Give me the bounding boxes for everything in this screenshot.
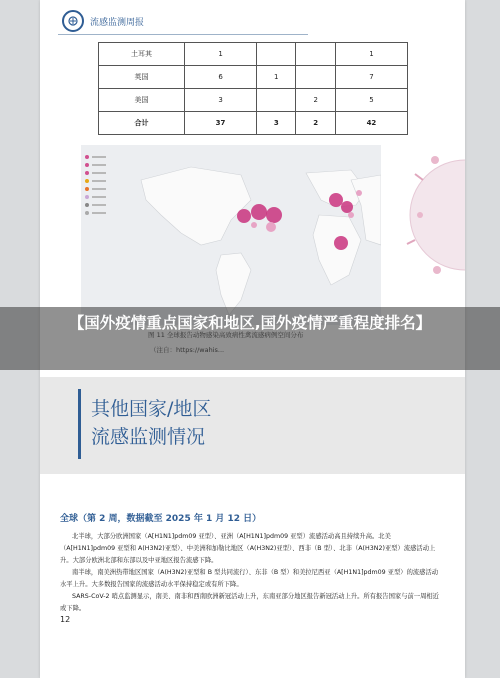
legend-dot-icon bbox=[85, 211, 89, 215]
table-cell: 2 bbox=[296, 112, 335, 135]
section-banner bbox=[40, 377, 465, 474]
overlay-title: 【国外疫情重点国家和地区,国外疫情严重程度排名】 bbox=[68, 314, 432, 332]
paragraph: SARS-CoV-2 哨点监测显示，南美、南非和西南欧洲新冠活动上升，东南亚部分地区报告新冠活动上升。所有报告国家与前一周相近或下降。 bbox=[60, 593, 439, 612]
table-cell: 6 bbox=[185, 66, 257, 89]
outbreak-bubble bbox=[251, 204, 267, 220]
table-row bbox=[99, 89, 408, 112]
world-map-figure bbox=[81, 145, 381, 325]
legend-dot-icon bbox=[85, 187, 89, 191]
outbreak-bubble bbox=[348, 212, 354, 218]
legend-item bbox=[85, 185, 109, 193]
legend-item bbox=[85, 169, 109, 177]
outbreak-bubble bbox=[341, 201, 353, 213]
table-cell: 7 bbox=[335, 66, 407, 89]
table-row bbox=[99, 66, 408, 89]
legend-item bbox=[85, 201, 109, 209]
section-title bbox=[91, 395, 211, 451]
outbreak-bubble bbox=[251, 222, 257, 228]
section-title-line2: 流感监测情况 bbox=[91, 426, 206, 448]
legend-item bbox=[85, 153, 109, 161]
header-divider bbox=[58, 34, 308, 35]
legend-dot-icon bbox=[85, 171, 89, 175]
section-rule bbox=[78, 389, 81, 459]
table-cell bbox=[257, 89, 296, 112]
outbreak-bubble bbox=[266, 222, 276, 232]
legend-dot-icon bbox=[85, 203, 89, 207]
page-number: 12 bbox=[60, 615, 71, 624]
outbreak-bubble bbox=[334, 236, 348, 250]
legend-item bbox=[85, 177, 109, 185]
page-header bbox=[40, 0, 465, 40]
legend-bar bbox=[92, 164, 106, 166]
legend-bar bbox=[92, 204, 106, 206]
table-cell: 2 bbox=[296, 89, 335, 112]
table-cell: 37 bbox=[185, 112, 257, 135]
content-subhead: 全球（第 2 周，数据截至 2025 年 1 月 12 日） bbox=[60, 514, 262, 524]
table-cell bbox=[257, 43, 296, 66]
legend-bar bbox=[92, 156, 106, 158]
paragraph: 南半球，南美洲热带地区国家（A(H3N2)亚型和 B 型共同流行）、东非（B 型）和美拉尼西亚（A[H1N1]pdm09 亚型）的流感活动水平上升。大多数报告国家的流感活动水平保持稳定或有所下降。 bbox=[60, 569, 439, 588]
table-cell bbox=[296, 66, 335, 89]
table-cell bbox=[296, 43, 335, 66]
content-body bbox=[60, 531, 444, 615]
legend-dot-icon bbox=[85, 179, 89, 183]
outbreak-bubble bbox=[356, 190, 362, 196]
table-cell: 3 bbox=[185, 89, 257, 112]
header-title: 流感监测周报 bbox=[90, 18, 145, 28]
case-count-table bbox=[98, 42, 408, 135]
paragraph: 北半球，大部分欧洲国家（A[H1N1]pdm09 亚型）、亚洲（A[H1N1]pdm09 亚型）流感活动高且持续升高。北美（A[H1N1]pdm09 亚型和 A(H3N2)亚型）、中美洲和加勒比地区（A(H3N2)亚型）、西非（B 型）、北非（A(H3N2)亚型）流感活动上升。大部分欧洲北部和东部以及中亚地区报告流感下降。 bbox=[60, 533, 436, 564]
legend-dot-icon bbox=[85, 163, 89, 167]
legend-dot-icon bbox=[85, 155, 89, 159]
cdc-logo-icon bbox=[62, 10, 84, 32]
legend-item bbox=[85, 161, 109, 169]
outbreak-bubble bbox=[329, 193, 343, 207]
map-legend bbox=[85, 153, 109, 217]
legend-bar bbox=[92, 196, 106, 198]
table-cell: 42 bbox=[335, 112, 407, 135]
legend-item bbox=[85, 209, 109, 217]
legend-bar bbox=[92, 188, 106, 190]
table-cell: 5 bbox=[335, 89, 407, 112]
legend-bar bbox=[92, 180, 106, 182]
table-cell: 3 bbox=[257, 112, 296, 135]
outbreak-bubble bbox=[266, 207, 282, 223]
table-cell: 合计 bbox=[99, 112, 185, 135]
table-cell: 1 bbox=[257, 66, 296, 89]
outbreak-bubble bbox=[237, 209, 251, 223]
legend-bar bbox=[92, 212, 106, 214]
virus-decoration-icon bbox=[395, 120, 465, 310]
world-map-graphic bbox=[81, 145, 381, 325]
table-cell: 英国 bbox=[99, 66, 185, 89]
table-row bbox=[99, 112, 408, 135]
table-cell: 1 bbox=[185, 43, 257, 66]
table-cell: 土耳其 bbox=[99, 43, 185, 66]
table-cell: 1 bbox=[335, 43, 407, 66]
table-cell: 美国 bbox=[99, 89, 185, 112]
legend-dot-icon bbox=[85, 195, 89, 199]
section-title-line1: 其他国家/地区 bbox=[91, 398, 212, 420]
legend-item bbox=[85, 193, 109, 201]
legend-bar bbox=[92, 172, 106, 174]
table-row bbox=[99, 43, 408, 66]
